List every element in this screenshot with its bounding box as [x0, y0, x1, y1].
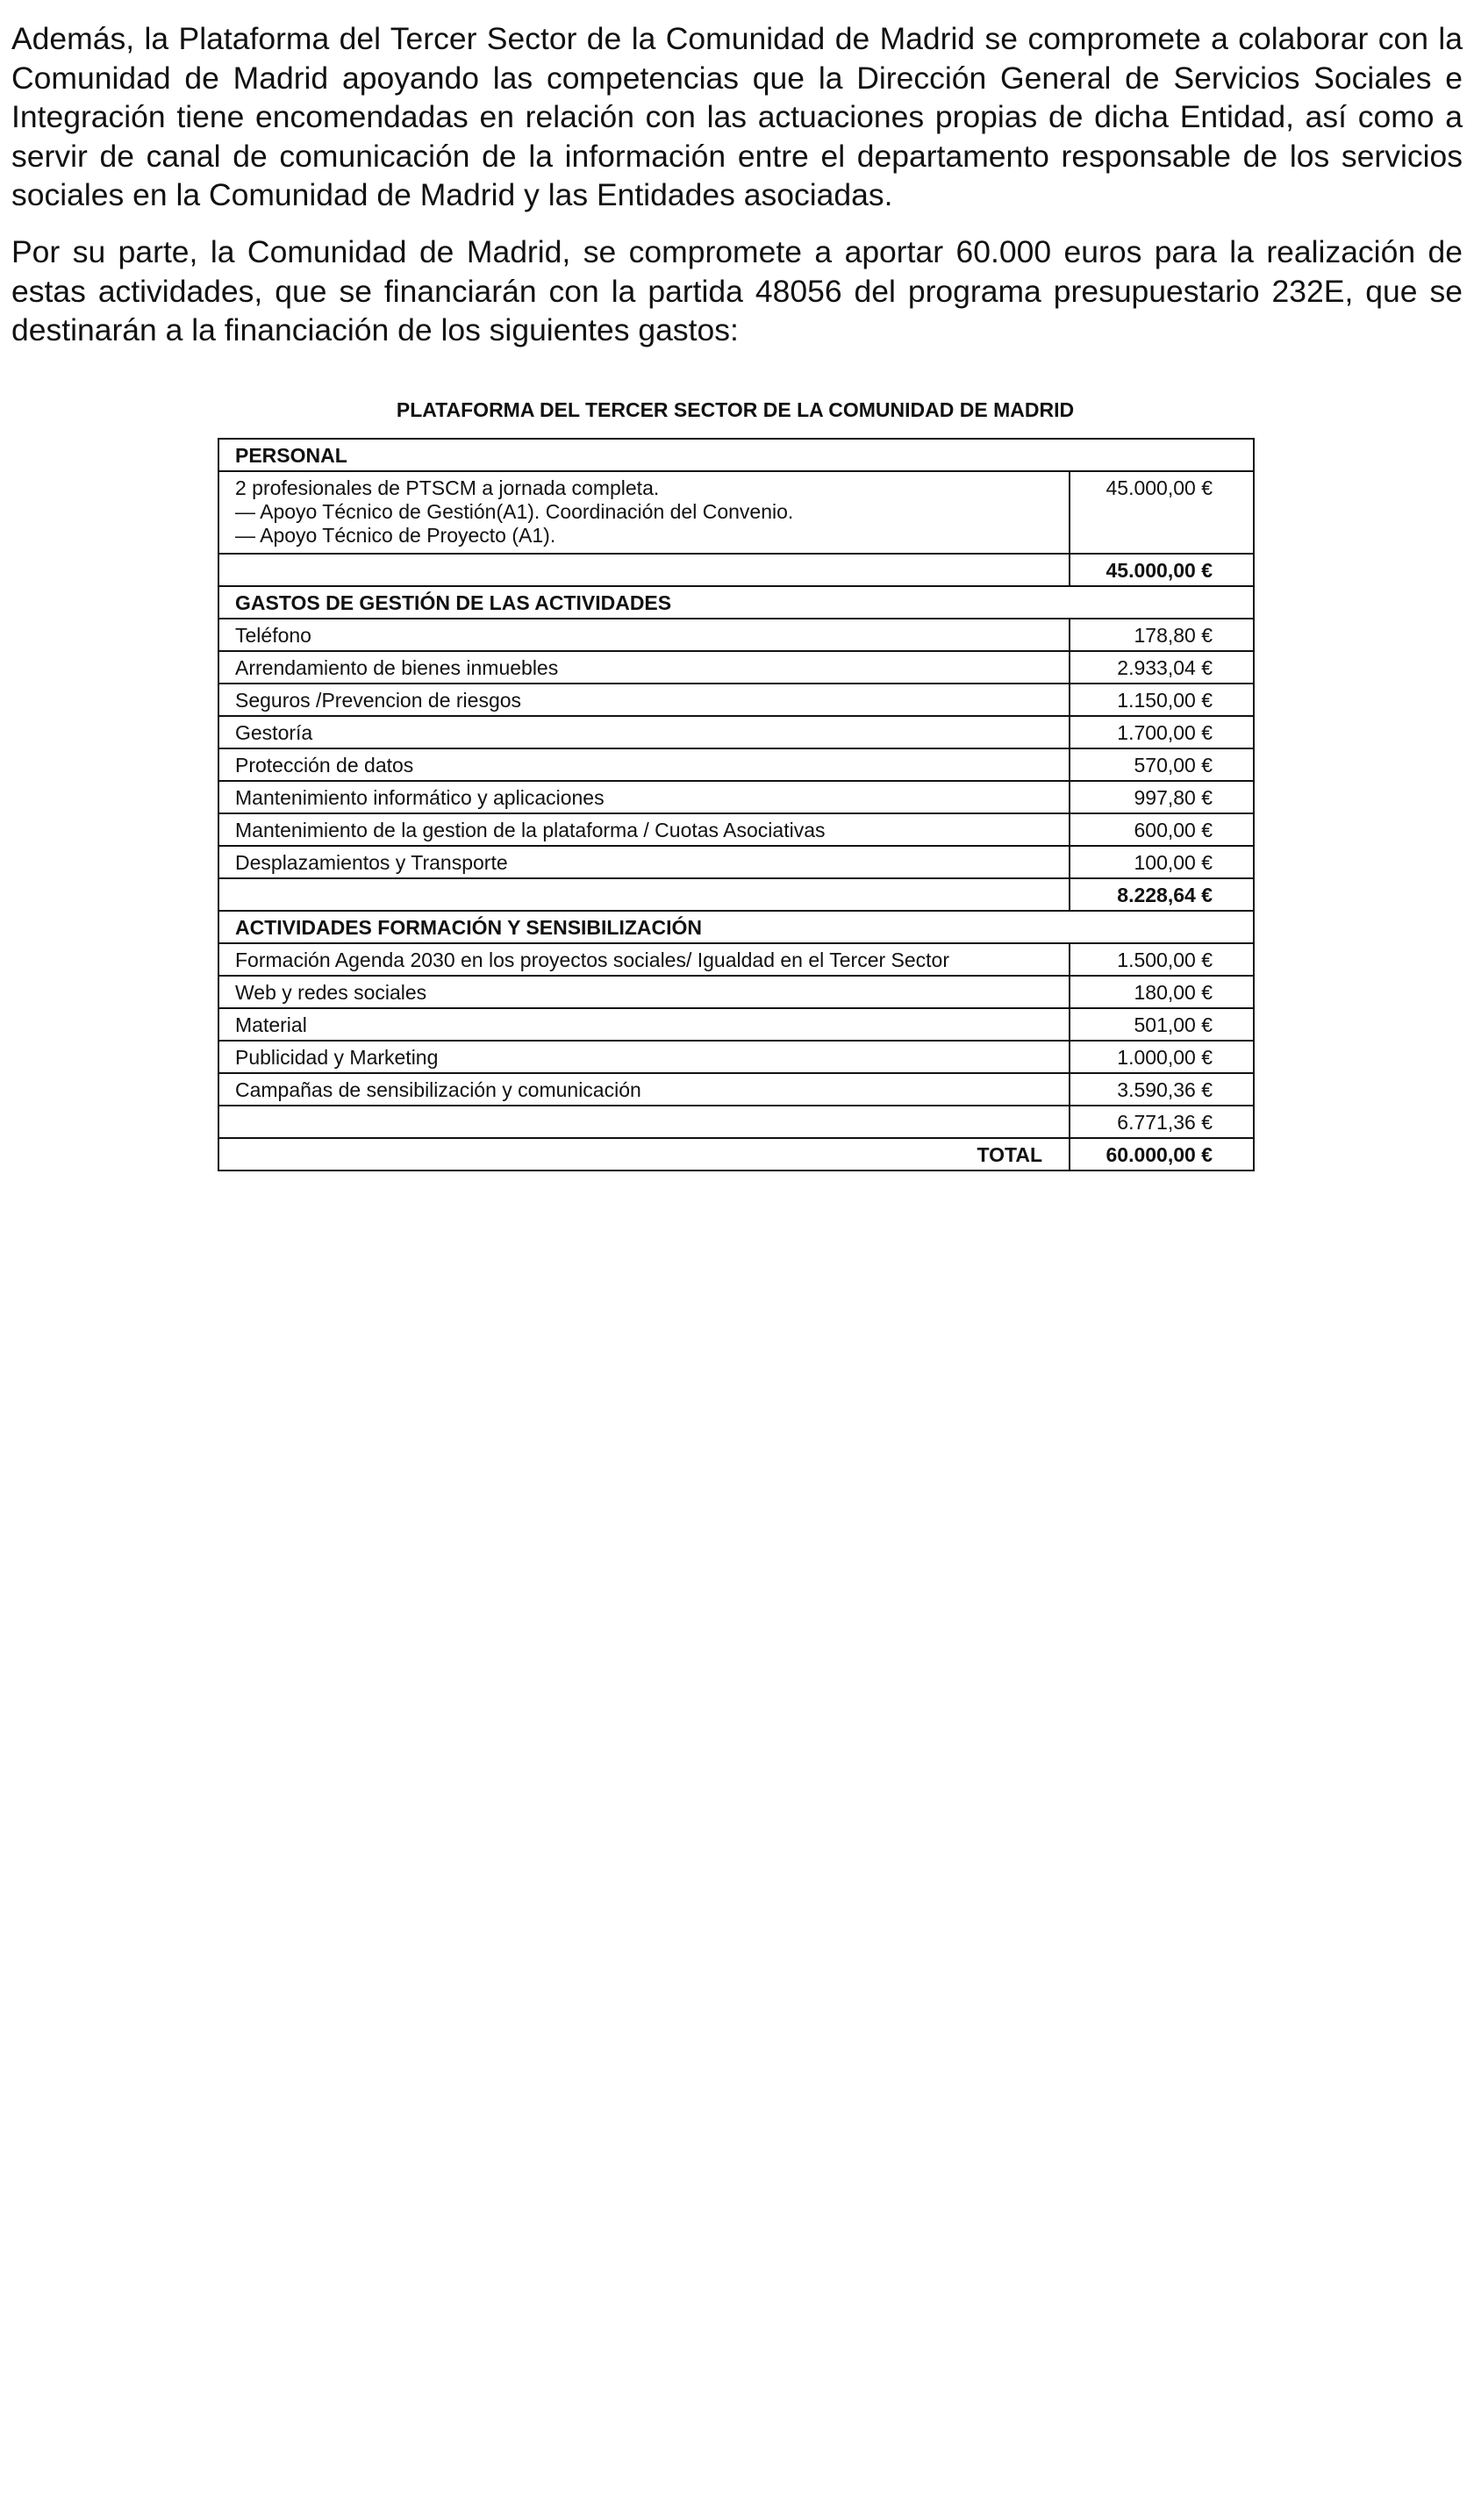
amount-cell: 1.150,00 €: [1070, 684, 1254, 716]
intro-paragraph: Además, la Plataforma del Tercer Sector de la Comunidad de Madrid se compromete a colaborar con la Comunidad de Madrid apoyando las competencias que la Dirección General de Servicios Sociales e Integración tiene encomendadas en relación con las actuaciones propias de dicha Entidad, así como a servir de canal de comunicación de la información entre el departamento responsable de los servicios sociales en la Comunidad de Madrid y las Entidades asociadas.: [11, 21, 1463, 212]
table-row: [218, 943, 1254, 976]
amount-cell: 501,00 €: [1070, 1008, 1254, 1041]
table-row: [218, 471, 1254, 554]
subtotal-label-cell: [218, 878, 1070, 911]
concept-cell: Mantenimiento de la gestion de la plataforma / Cuotas Asociativas: [218, 813, 1070, 846]
personal-description-line: — Apoyo Técnico de Proyecto (A1).: [235, 524, 556, 547]
amount-cell: 600,00 €: [1070, 813, 1254, 846]
table-row: [218, 846, 1254, 878]
personal-description-line: — Apoyo Técnico de Gestión(A1). Coordinación del Convenio.: [235, 500, 794, 523]
funding-paragraph: Por su parte, la Comunidad de Madrid, se compromete a aportar 60.000 euros para la realización de estas actividades, que se financiarán con la partida 48056 del programa presupuestario 232E, que se destinarán a la financiación de los siguientes gastos:: [11, 234, 1463, 347]
personal-description-line: 2 profesionales de PTSCM a jornada completa.: [235, 476, 660, 499]
table-title: PLATAFORMA DEL TERCER SECTOR DE LA COMUNIDAD DE MADRID: [396, 398, 1075, 421]
subtotal-label-cell: [218, 554, 1070, 586]
subtotal-label-cell: [218, 1106, 1070, 1138]
concept-cell: Web y redes sociales: [218, 976, 1070, 1008]
actividades-subtotal: 6.771,36 €: [1070, 1106, 1254, 1138]
table-row: [218, 813, 1254, 846]
section-header-actividades: ACTIVIDADES FORMACIÓN Y SENSIBILIZACIÓN: [218, 911, 1254, 943]
total-amount: 60.000,00 €: [1070, 1138, 1254, 1171]
concept-cell: Mantenimiento informático y aplicaciones: [218, 781, 1070, 813]
concept-cell: Seguros /Prevencion de riesgos: [218, 684, 1070, 716]
concept-cell: Formación Agenda 2030 en los proyectos sociales/ Igualdad en el Tercer Sector: [218, 943, 1070, 976]
amount-cell: 997,80 €: [1070, 781, 1254, 813]
table-row: [218, 1073, 1254, 1106]
section-header-row: [218, 586, 1254, 619]
section-header-gestion: GASTOS DE GESTIÓN DE LAS ACTIVIDADES: [218, 586, 1254, 619]
amount-cell: 100,00 €: [1070, 846, 1254, 878]
personal-description: [218, 471, 1070, 554]
amount-cell: 180,00 €: [1070, 976, 1254, 1008]
amount-cell: 1.500,00 €: [1070, 943, 1254, 976]
table-row: [218, 781, 1254, 813]
total-row: [218, 1138, 1254, 1171]
budget-table: [218, 438, 1255, 1171]
subtotal-row: [218, 554, 1254, 586]
table-row: [218, 651, 1254, 684]
concept-cell: Arrendamiento de bienes inmuebles: [218, 651, 1070, 684]
concept-cell: Protección de datos: [218, 748, 1070, 781]
concept-cell: Campañas de sensibilización y comunicación: [218, 1073, 1070, 1106]
section-header-row: [218, 911, 1254, 943]
table-row: [218, 684, 1254, 716]
table-row: [218, 1041, 1254, 1073]
amount-cell: 570,00 €: [1070, 748, 1254, 781]
subtotal-row: [218, 878, 1254, 911]
subtotal-row: [218, 1106, 1254, 1138]
amount-cell: 178,80 €: [1070, 619, 1254, 651]
table-row: [218, 1008, 1254, 1041]
concept-cell: Publicidad y Marketing: [218, 1041, 1070, 1073]
amount-cell: 3.590,36 €: [1070, 1073, 1254, 1106]
gestion-subtotal: 8.228,64 €: [1070, 878, 1254, 911]
concept-cell: Teléfono: [218, 619, 1070, 651]
table-row: [218, 976, 1254, 1008]
total-label: TOTAL: [218, 1138, 1070, 1171]
personal-subtotal: 45.000,00 €: [1070, 554, 1254, 586]
concept-cell: Gestoría: [218, 716, 1070, 748]
amount-cell: 2.933,04 €: [1070, 651, 1254, 684]
amount-cell: 1.700,00 €: [1070, 716, 1254, 748]
amount-cell: 1.000,00 €: [1070, 1041, 1254, 1073]
concept-cell: Material: [218, 1008, 1070, 1041]
table-row: [218, 716, 1254, 748]
section-header-personal: PERSONAL: [218, 439, 1254, 471]
table-row: [218, 748, 1254, 781]
table-row: [218, 619, 1254, 651]
personal-amount: 45.000,00 €: [1070, 471, 1254, 554]
section-header-row: [218, 439, 1254, 471]
concept-cell: Desplazamientos y Transporte: [218, 846, 1070, 878]
